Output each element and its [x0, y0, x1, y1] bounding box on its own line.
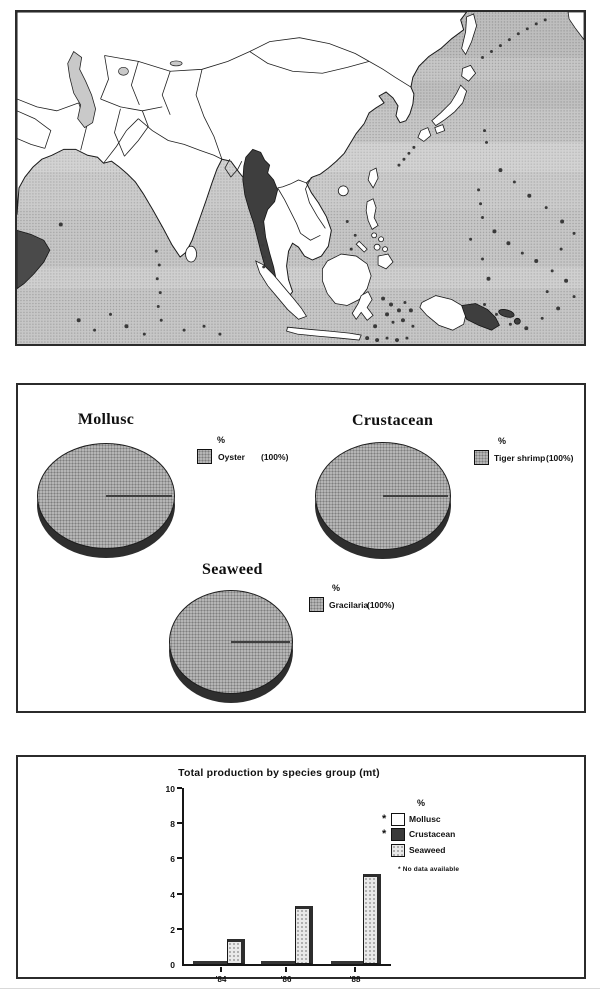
- bar-chart-panel: [16, 755, 586, 984]
- lake-balkhash: [170, 61, 182, 66]
- gracilaria-pct: (100%): [367, 600, 395, 610]
- y-tick-label: 10: [165, 784, 175, 794]
- oyster-swatch: [197, 449, 212, 464]
- sri-lanka: [186, 246, 197, 262]
- tiger-shrimp-pct: (100%): [546, 453, 574, 463]
- bar-chart-title: Total production by species group (mt): [178, 767, 380, 779]
- mollusc-swatch: [391, 813, 405, 826]
- pie-title-seaweed: Seaweed: [202, 561, 263, 578]
- legend-row-mollusc: [382, 812, 441, 826]
- y-tick: [177, 787, 182, 789]
- no-data-bar-86: [261, 961, 295, 964]
- tiger-shrimp-label: Tiger shrimp: [494, 453, 546, 463]
- x-tick-label: '84: [215, 975, 227, 984]
- no-data-footnote: * No data available: [398, 866, 460, 873]
- y-tick: [177, 893, 182, 895]
- gracilaria-label: Gracilaria: [329, 600, 369, 610]
- seaweed-bar: [295, 906, 313, 964]
- bar-legend-header: %: [417, 798, 426, 808]
- mollusc-label: Mollusc: [409, 814, 441, 824]
- pie-slice-line: [383, 495, 448, 497]
- no-data-asterisk: *: [382, 813, 387, 825]
- pie-slice-line: [106, 495, 172, 497]
- pie-legend-header: %: [498, 436, 507, 446]
- x-tick: [285, 967, 287, 972]
- pie-title-mollusc: Mollusc: [77, 411, 135, 428]
- aral-sea: [118, 67, 128, 75]
- seaweed-swatch: [391, 844, 405, 857]
- x-tick: [354, 967, 356, 972]
- legend-row-crustacean: [382, 827, 455, 841]
- no-data-asterisk: *: [382, 828, 387, 840]
- gracilaria-swatch: [309, 597, 324, 612]
- legend-row-seaweed: [382, 843, 445, 857]
- y-tick-label: 2: [170, 925, 175, 935]
- seaweed-label: Seaweed: [409, 845, 446, 855]
- crustacean-label: Crustacean: [409, 829, 456, 839]
- scan-artifact-line: [0, 988, 600, 989]
- pie-legend-header: %: [332, 583, 341, 593]
- no-data-bar-88: [331, 961, 365, 964]
- no-data-bar-84: [193, 961, 227, 964]
- pie-mollusc: [37, 443, 175, 558]
- x-tick-label: '86: [280, 975, 292, 984]
- y-tick: [177, 857, 182, 859]
- bar-plot-area: [165, 784, 391, 984]
- pie-charts-panel: [16, 383, 586, 713]
- y-tick: [177, 928, 182, 930]
- pie-slice-line: [231, 641, 290, 643]
- y-tick: [177, 822, 182, 824]
- y-tick-label: 0: [170, 960, 175, 970]
- map-panel: [15, 10, 586, 346]
- seaweed-bar: [363, 874, 381, 964]
- y-tick-label: 8: [170, 819, 175, 829]
- y-tick-label: 4: [170, 890, 175, 900]
- hainan: [338, 186, 348, 196]
- x-tick: [220, 967, 222, 972]
- y-tick-label: 6: [170, 854, 175, 864]
- x-tick-label: '88: [349, 975, 361, 984]
- seaweed-bar: [227, 939, 245, 964]
- tiger-shrimp-swatch: [474, 450, 489, 465]
- oyster-pct: (100%): [261, 452, 289, 462]
- asia-map: [17, 12, 584, 344]
- pie-seaweed: [169, 590, 293, 703]
- pie-crustacean: [315, 442, 451, 559]
- crustacean-swatch: [391, 828, 405, 841]
- pie-legend-header: %: [217, 435, 226, 445]
- pie-title-crustacean: Crustacean: [352, 412, 434, 429]
- oyster-label: Oyster: [218, 452, 245, 462]
